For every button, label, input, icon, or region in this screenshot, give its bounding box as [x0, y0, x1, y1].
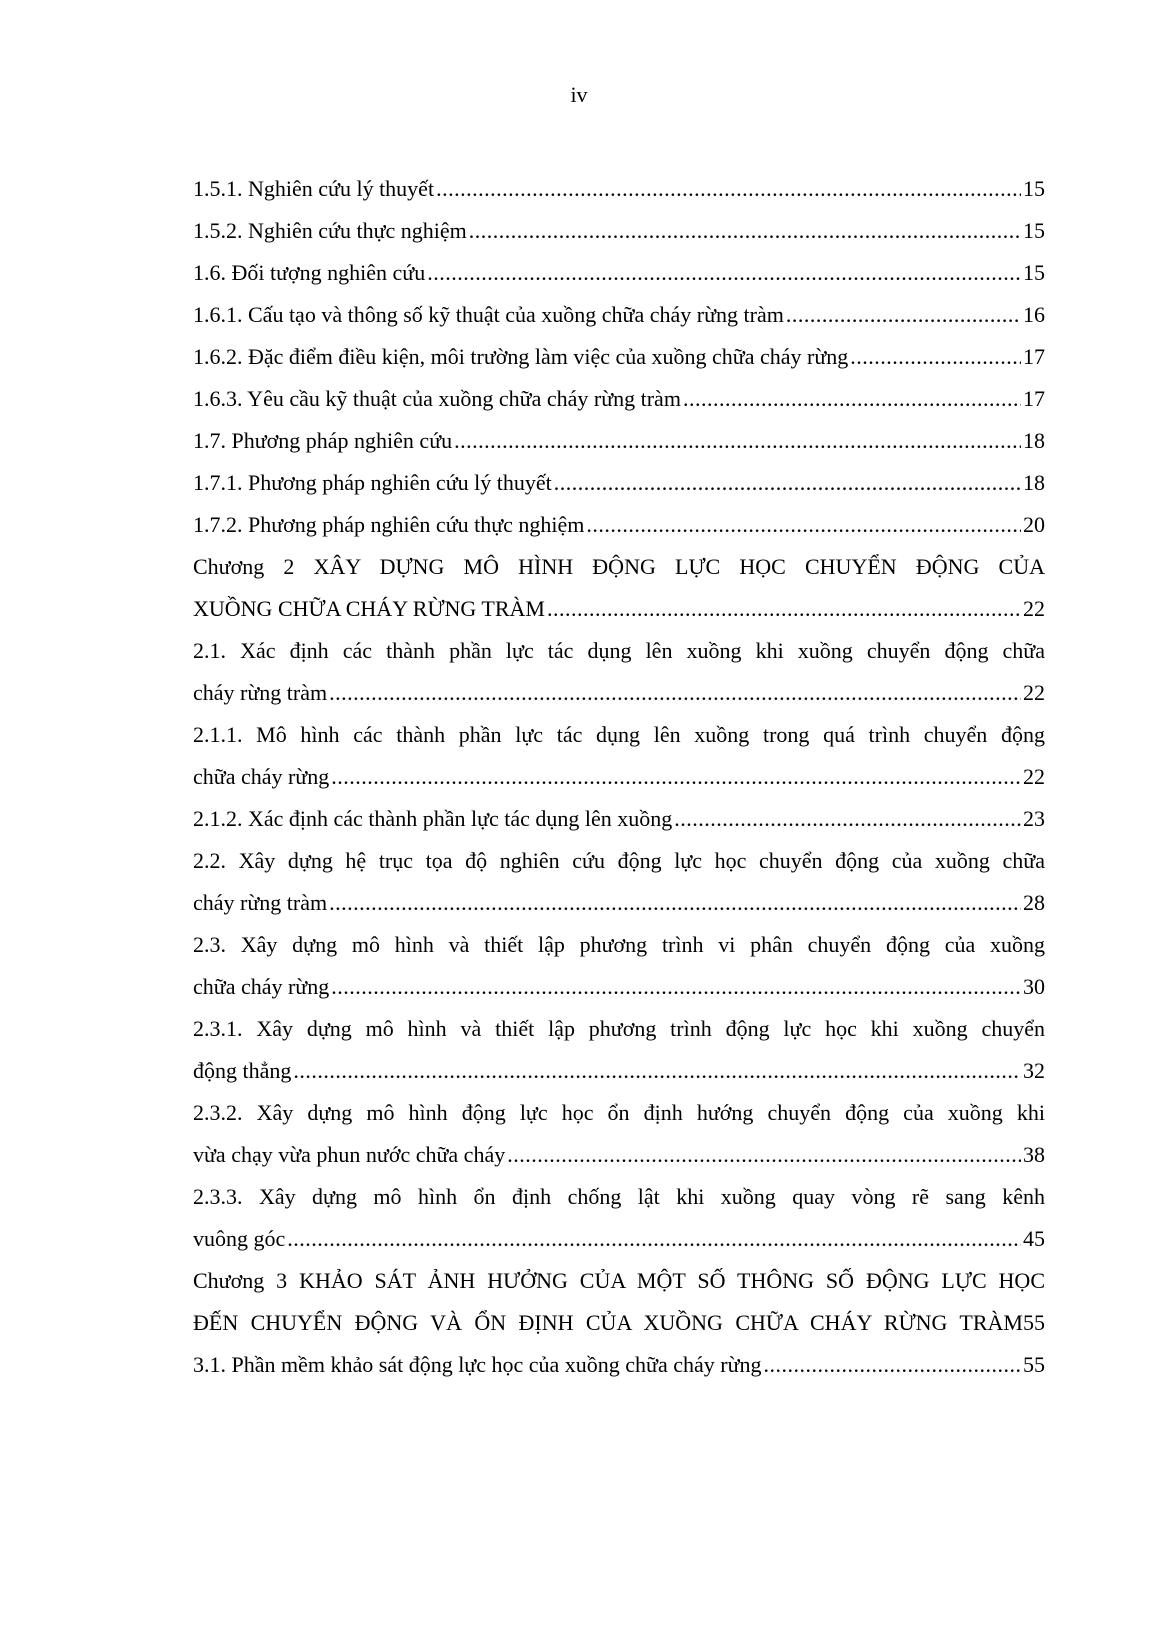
dot-leader — [586, 504, 1021, 546]
dot-leader — [331, 966, 1021, 1008]
toc-entry[interactable] — [193, 1218, 1045, 1260]
toc-entry-line[interactable]: 2.2. Xây dựng hệ trục tọa độ nghiên cứu động lực học chuyển động của xuồng chữa — [193, 848, 1045, 873]
toc-entry-page: 18 — [1023, 428, 1045, 453]
toc-entry[interactable] — [193, 462, 1045, 504]
dot-leader — [554, 462, 1021, 504]
toc-entry-page: 30 — [1023, 974, 1045, 999]
toc-entry[interactable] — [193, 252, 1045, 294]
dot-leader — [764, 1344, 1021, 1386]
toc-entry-page: 22 — [1023, 680, 1045, 705]
toc-entry-page: 22 — [1023, 764, 1045, 789]
toc-entry-title: 1.7.1. Phương pháp nghiên cứu lý thuyết — [193, 470, 552, 495]
toc-entry[interactable] — [193, 1134, 1045, 1176]
dot-leader — [850, 336, 1021, 378]
toc-entry-page: 22 — [1023, 596, 1045, 621]
toc-entry-line[interactable]: Chương 3 KHẢO SÁT ẢNH HƯỞNG CỦA MỘT SỐ THÔNG SỐ ĐỘNG LỰC HỌC — [193, 1268, 1045, 1293]
toc-entry[interactable] — [193, 336, 1045, 378]
toc-entry-title: cháy rừng tràm — [193, 890, 328, 915]
toc-entry-title: chữa cháy rừng — [193, 974, 330, 999]
toc-entry-line[interactable]: 2.1. Xác định các thành phần lực tác dụng lên xuồng khi xuồng chuyển động chữa — [193, 638, 1045, 663]
toc-entry[interactable] — [193, 504, 1045, 546]
toc-entry[interactable] — [193, 756, 1045, 798]
toc-entry-title: 1.6.1. Cấu tạo và thông số kỹ thuật của xuồng chữa cháy rừng tràm — [193, 302, 784, 327]
toc-entry-title: 1.6. Đối tượng nghiên cứu — [193, 260, 426, 285]
toc-entry-title: động thẳng — [193, 1058, 292, 1083]
dot-leader — [507, 1134, 1021, 1176]
toc-entry-page: 17 — [1023, 344, 1045, 369]
table-of-contents — [193, 168, 1045, 1386]
toc-entry-page: 18 — [1023, 470, 1045, 495]
toc-entry-title: XUỒNG CHỮA CHÁY RỪNG TRÀM — [193, 596, 545, 621]
toc-entry-line[interactable]: 2.3.3. Xây dựng mô hình ổn định chống lật khi xuồng quay vòng rẽ sang kênh — [193, 1184, 1045, 1209]
toc-entry-title: 1.6.3. Yêu cầu kỹ thuật của xuồng chữa cháy rừng tràm — [193, 386, 681, 411]
toc-entry-title: 1.5.1. Nghiên cứu lý thuyết — [193, 176, 435, 201]
toc-entry-title: 1.7.2. Phương pháp nghiên cứu thực nghiệm — [193, 512, 585, 537]
toc-entry-page: 45 — [1023, 1226, 1045, 1251]
toc-entry[interactable] — [193, 798, 1045, 840]
toc-entry[interactable] — [193, 672, 1045, 714]
dot-leader — [674, 798, 1021, 840]
dot-leader — [786, 294, 1021, 336]
dot-leader — [329, 882, 1021, 924]
dot-leader — [469, 210, 1021, 252]
toc-entry[interactable] — [193, 1344, 1045, 1386]
toc-entry-title: 2.1.2. Xác định các thành phần lực tác dụng lên xuồng — [193, 806, 673, 831]
dot-leader — [287, 1218, 1021, 1260]
toc-entry-line[interactable]: 2.3.1. Xây dựng mô hình và thiết lập phương trình động lực học khi xuồng chuyển — [193, 1016, 1045, 1041]
toc-entry-page: 32 — [1023, 1058, 1045, 1083]
toc-entry-title: 3.1. Phần mềm khảo sát động lực học của xuồng chữa cháy rừng — [193, 1352, 762, 1377]
toc-entry-page: 20 — [1023, 512, 1045, 537]
toc-entry-title: vừa chạy vừa phun nước chữa cháy — [193, 1142, 506, 1167]
toc-entry-page: 55 — [1023, 1352, 1045, 1377]
toc-entry[interactable] — [193, 378, 1045, 420]
toc-entry-title: chữa cháy rừng — [193, 764, 330, 789]
toc-entry[interactable] — [193, 966, 1045, 1008]
toc-entry-page: 16 — [1023, 302, 1045, 327]
toc-entry-line[interactable]: Chương 2 XÂY DỰNG MÔ HÌNH ĐỘNG LỰC HỌC CHUYỂN ĐỘNG CỦA — [193, 554, 1045, 579]
dot-leader — [547, 588, 1021, 630]
dot-leader — [329, 672, 1021, 714]
toc-entry-line[interactable]: ĐẾN CHUYỂN ĐỘNG VÀ ỔN ĐỊNH CỦA XUỒNG CHỮA CHÁY RỪNG TRÀM55 — [193, 1310, 1045, 1335]
dot-leader — [331, 756, 1021, 798]
toc-entry-page: 38 — [1023, 1142, 1045, 1167]
page-number: iv — [570, 82, 588, 107]
toc-entry-title: 1.7. Phương pháp nghiên cứu — [193, 428, 453, 453]
toc-entry-page: 15 — [1023, 260, 1045, 285]
toc-entry-page: 15 — [1023, 218, 1045, 243]
dot-leader — [293, 1050, 1021, 1092]
dot-leader — [454, 420, 1021, 462]
toc-entry-page: 17 — [1023, 386, 1045, 411]
toc-entry-line[interactable]: 2.1.1. Mô hình các thành phần lực tác dụng lên xuồng trong quá trình chuyển động — [193, 722, 1045, 747]
toc-entry[interactable] — [193, 210, 1045, 252]
toc-entry-line[interactable]: 2.3.2. Xây dựng mô hình động lực học ổn định hướng chuyển động của xuồng khi — [193, 1100, 1045, 1125]
toc-entry-page: 23 — [1023, 806, 1045, 831]
toc-entry[interactable] — [193, 1050, 1045, 1092]
dot-leader — [436, 168, 1021, 210]
toc-entry-title: vuông góc — [193, 1226, 286, 1251]
toc-entry-title: 1.5.2. Nghiên cứu thực nghiệm — [193, 218, 467, 243]
dot-leader — [427, 252, 1021, 294]
toc-entry-page: 28 — [1023, 890, 1045, 915]
toc-entry[interactable] — [193, 168, 1045, 210]
toc-entry[interactable] — [193, 294, 1045, 336]
toc-entry[interactable] — [193, 420, 1045, 462]
toc-entry-title: 1.6.2. Đặc điểm điều kiện, môi trường làm việc của xuồng chữa cháy rừng — [193, 344, 849, 369]
toc-entry-title: cháy rừng tràm — [193, 680, 328, 705]
dot-leader — [683, 378, 1021, 420]
toc-entry-page: 15 — [1023, 176, 1045, 201]
toc-entry[interactable] — [193, 882, 1045, 924]
toc-entry-line[interactable]: 2.3. Xây dựng mô hình và thiết lập phương trình vi phân chuyển động của xuồng — [193, 932, 1045, 957]
toc-entry[interactable] — [193, 588, 1045, 630]
